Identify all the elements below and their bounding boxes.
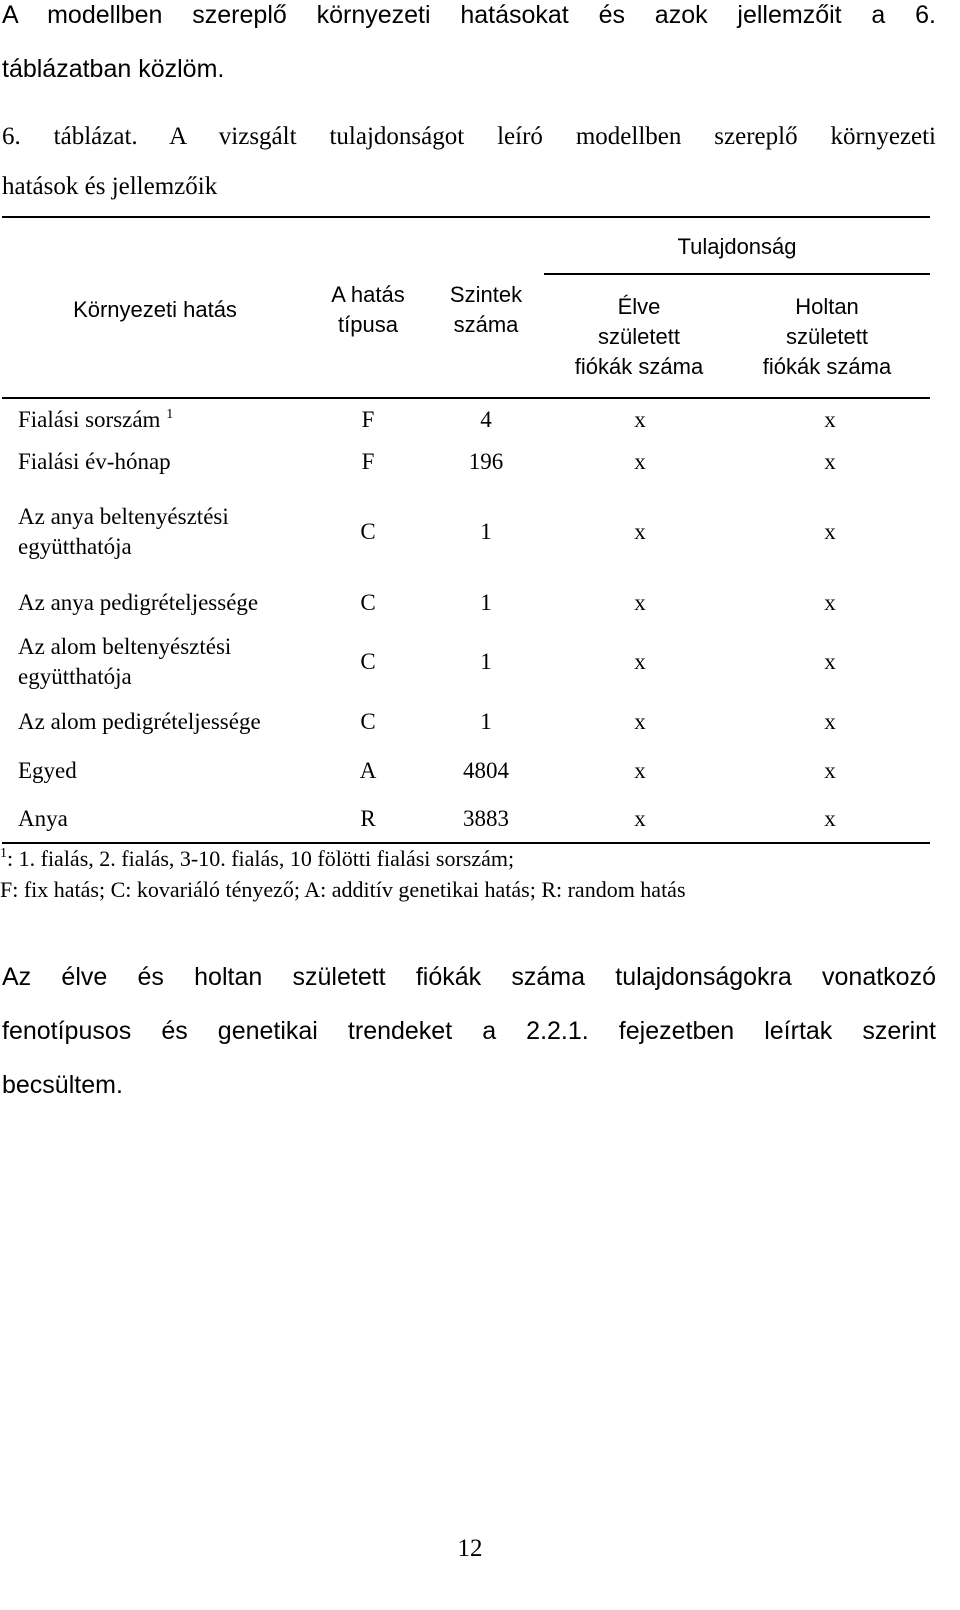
table-row-7-name: Egyed [18, 758, 77, 783]
table-row-5-dead: x [824, 649, 836, 674]
table-row-3-name: Az anya beltenyésztési együtthatója [18, 504, 229, 559]
header-dead-born: Holtan született fiókák száma [762, 294, 892, 379]
table-row-5-type: C [360, 649, 376, 674]
table-row-7-type: A [359, 758, 377, 783]
table-row-4-dead: x [824, 590, 836, 615]
header-levels: Szintek száma [449, 282, 523, 337]
table-row-3-alive: x [634, 519, 646, 544]
body-line-1: Az élve és holtan született fiókák száma tulajdonságokra vonatkozó [2, 963, 936, 991]
table-row-6-name: Az alom pedigrételjessége [18, 709, 261, 734]
table-row-8-alive: x [634, 806, 646, 831]
intro-line-1: A modellben szereplő környezeti hatásokat és azok jellemzőit a 6. [2, 1, 936, 29]
table-caption [2, 122, 936, 202]
table-row-5-alive: x [634, 649, 646, 674]
table-row-1-alive: x [634, 407, 646, 432]
table-footnote-2: F: fix hatás; C: kovariáló tényező; A: additív genetikai hatás; R: random hatás [0, 877, 686, 902]
table-row-2-dead: x [824, 449, 836, 474]
table-row-2-type: F [361, 449, 375, 474]
header-bottom-rule [2, 397, 930, 399]
table-row-6-dead: x [824, 709, 836, 734]
header-alive-born: Élve született fiókák száma [574, 294, 704, 379]
table-row-7-alive: x [634, 758, 646, 783]
table-row-3-levels: 1 [480, 519, 492, 544]
caption-line-2: hatások és jellemzőik [2, 173, 218, 200]
group-header-rule [544, 273, 930, 275]
table-row-4-levels: 1 [480, 590, 492, 615]
table-row-1-type: F [361, 407, 375, 432]
table-row-1-dead: x [824, 407, 836, 432]
intro-line-2: táblázatban közlöm. [2, 55, 225, 83]
table-row-8-levels: 3883 [463, 806, 509, 831]
header-env-effect: Környezeti hatás [73, 297, 237, 322]
table-top-rule [2, 216, 930, 218]
table-row-7-dead: x [824, 758, 836, 783]
caption-line-1: 6. táblázat. A vizsgált tulajdonságot leíró modellben szereplő környezeti [2, 123, 936, 150]
table-row-4-type: C [360, 590, 376, 615]
table-row-8-name: Anya [18, 806, 68, 831]
table-footnote-1: $^1$: 1. fialás, 2. fialás, 3-10. fialás, 10 fölötti fialási sorszám; [0, 846, 515, 871]
intro-paragraph [2, 0, 936, 108]
table-row-6-type: C [360, 709, 376, 734]
table-row-2-levels: 196 [468, 449, 504, 474]
body-line-2: fenotípusos és genetikai trendeket a 2.2.1. fejezetben leírtak szerint [2, 1017, 936, 1045]
body-paragraph [2, 962, 936, 1124]
header-effect-type: A hatás típusa [331, 282, 405, 337]
table-row-6-levels: 1 [480, 709, 492, 734]
table-row-2-alive: x [634, 449, 646, 474]
table-row-3-type: C [360, 519, 376, 544]
table-row-4-alive: x [634, 590, 646, 615]
table-row-7-levels: 4804 [463, 758, 509, 783]
table-row-8-dead: x [824, 806, 836, 831]
table-row-1-levels: 4 [480, 407, 492, 432]
table-row-6-alive: x [634, 709, 646, 734]
page-number: 12 [457, 1535, 483, 1562]
table-row-5-name: Az alom beltenyésztési együtthatója [18, 634, 232, 689]
table-row-8-type: R [360, 806, 376, 831]
table-row-2-name: Fialási év-hónap [18, 449, 171, 474]
table-row-5-levels: 1 [480, 649, 492, 674]
body-line-3: becsültem. [2, 1071, 123, 1099]
table-row-1-name: Fialási sorszám $^1$ [18, 407, 174, 432]
table-row-4-name: Az anya pedigrételjessége [18, 590, 259, 615]
table-row-3-dead: x [824, 519, 836, 544]
header-property-group: Tulajdonság [677, 234, 797, 259]
